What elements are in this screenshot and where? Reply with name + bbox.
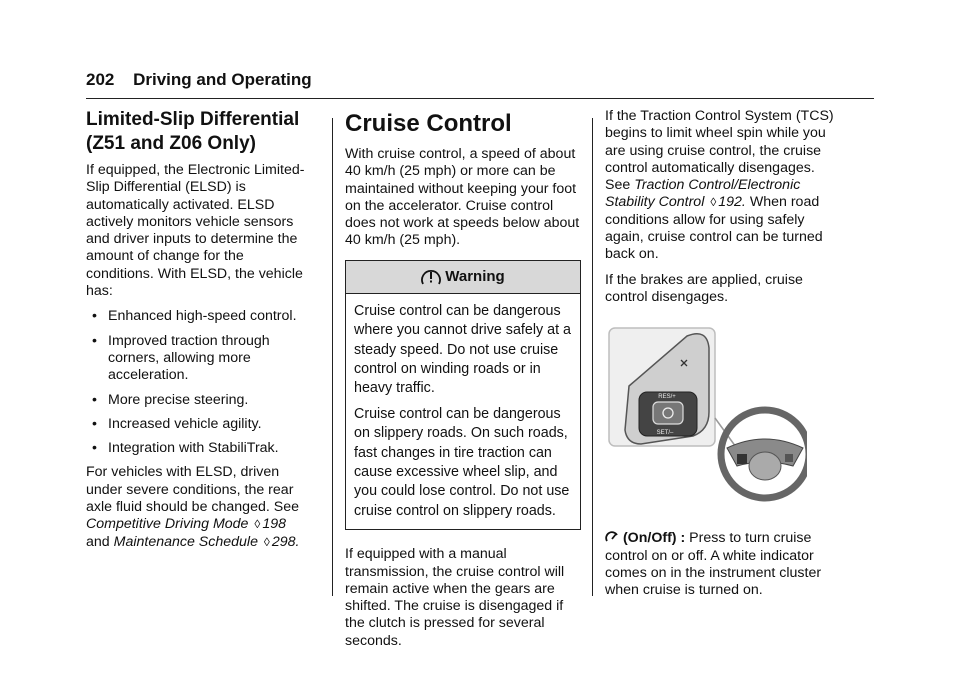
onoff-paragraph: (On/Off) : Press to turn cruise control on or off. A white indicator comes on in the instrument cluster when cruise is turned on.	[605, 530, 822, 599]
warning-header	[346, 261, 580, 294]
cruise-control-icon	[605, 530, 619, 544]
feature-list	[86, 308, 312, 457]
list-item: • Enhanced high-speed control.	[86, 308, 312, 325]
set-label: SET/–	[656, 430, 674, 437]
onoff-label: (On/Off) :	[622, 530, 686, 547]
cruise-intro: With cruise control, a speed of about 40 km/h (25 mph) or more can be maintained without keeping your foot on the accelerator. Cruise control does not work at speeds below about 40 km/h (25 mph).	[345, 146, 580, 249]
column-divider	[332, 118, 333, 596]
manual-transmission-paragraph: If equipped with a manual transmission, the cruise control will remain active when the gears are shifted. The cruise is disengaged if the clutch is pressed for several seconds.	[345, 546, 565, 649]
list-item: • More precise steering.	[86, 392, 312, 409]
limited-slip-title: Limited-Slip Differential (Z51 and Z06 Only)	[86, 109, 300, 154]
ref-page-298[interactable]: 298.	[271, 533, 300, 550]
section-title: Driving and Operating	[133, 70, 312, 89]
warning-paragraph: Cruise control can be dangerous where you cannot drive safely at a steady speed. Do not use cruise control on winding roads or in heavy traffic.	[354, 302, 571, 397]
ref-maintenance-schedule[interactable]: Maintenance Schedule	[113, 533, 258, 550]
tcs-paragraph: If the Traction Control System (TCS) begins to limit wheel spin while you are using cruise control, the cruise control automatically disengages. See Traction Control/Electronic Stability Control ◊ 192. When road conditions allow for using safely again, cruise control can be turned back on.	[605, 108, 834, 263]
warning-paragraph: Cruise control can be dangerous on slippery roads. On such roads, fast changes in tire traction can cause excessive wheel slip, and you could lose control. Do not use cruise control on slippery roads.	[354, 405, 570, 519]
column-cruise-control	[345, 108, 581, 658]
warning-body	[346, 294, 580, 529]
axle-fluid-paragraph: For vehicles with ELSD, driven under severe conditions, the rear axle fluid should be changed. See Competitive Driving Mode ◊ 198 and Maintenance Schedule ◊ 298.	[86, 464, 300, 550]
page-number: 202	[86, 70, 115, 89]
ref-competitive-driving-mode[interactable]: Competitive Driving Mode	[86, 516, 249, 533]
cruise-control-title: Cruise Control	[345, 110, 512, 137]
brakes-paragraph: If the brakes are applied, cruise control disengages.	[605, 271, 803, 305]
list-item: • Increased vehicle agility.	[86, 416, 312, 433]
page-header	[86, 70, 312, 90]
column-divider	[592, 118, 593, 596]
list-item: • Integration with StabiliTrak.	[86, 440, 312, 457]
ref-traction-control[interactable]: Traction Control/Electronic Stability Control	[605, 177, 801, 211]
column-cruise-details	[605, 108, 841, 607]
steering-wheel-figure	[607, 326, 807, 508]
column-limited-slip	[86, 108, 312, 559]
limited-slip-intro: If equipped, the Electronic Limited-Slip Differential (ELSD) is automatically activated. ELSD actively monitors vehicle sensors and driver inputs to determine the amount of change for the conditions. With ELSD, the vehicle has:	[86, 162, 305, 300]
xref-arrow-icon: ◊	[710, 195, 717, 210]
xref-arrow-icon: ◊	[263, 534, 270, 549]
header-rule	[86, 98, 874, 99]
ref-page-198[interactable]: 198	[262, 516, 286, 533]
steering-wheel-illustration	[607, 326, 807, 508]
list-item: • Improved traction through corners, allowing more acceleration.	[86, 333, 312, 385]
res-label: RES/+	[658, 394, 676, 401]
warning-box	[345, 260, 581, 530]
ref-page-192[interactable]: 192.	[718, 194, 746, 211]
warning-icon	[421, 268, 441, 286]
xref-arrow-icon: ◊	[254, 517, 261, 532]
warning-title: Warning	[445, 268, 505, 286]
